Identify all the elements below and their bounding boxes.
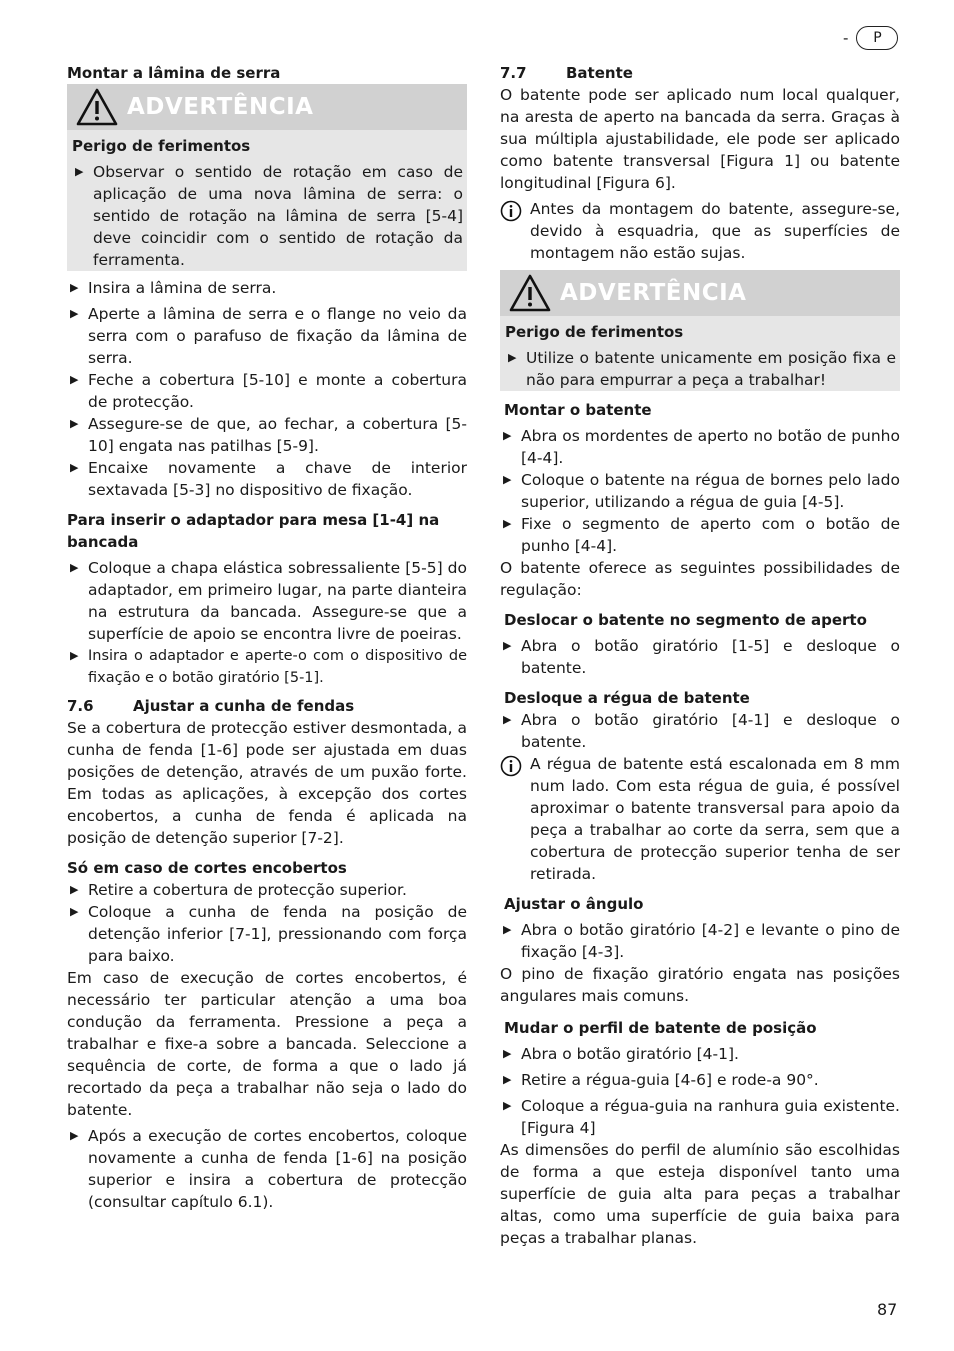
heading-mount-blade: Montar a lâmina de serra <box>67 64 281 82</box>
warning-subtitle: Perigo de ferimentos <box>505 323 684 341</box>
warning-title: ADVERTÊNCIA <box>560 280 747 306</box>
bullet-arrow-icon: ▶ <box>70 1129 79 1142</box>
list-item: ▶ Insira o adaptador e aperte-o com o dispositivo de fixação e o botão giratório [5-1]. <box>67 645 467 689</box>
heading-move-stop: Deslocar o batente no segmento de aperto <box>504 611 867 629</box>
info-note: A régua de batente está escalonada em 8 mm num lado. Com esta régua de guia, é possível aproximar o batente transversal para apoio da peça a trabalhar ao corte da serra, sem que a cobertura de protecção superior tenha de ser retirada. <box>500 753 900 885</box>
paragraph: O pino de fixação giratório engata nas posições angulares mais comuns. <box>500 965 900 1005</box>
right-column <box>500 62 900 1249</box>
heading-covered-cuts: Só em caso de cortes encobertos <box>67 859 347 877</box>
warning-header <box>67 84 467 130</box>
list-item: ▶ Abra o botão giratório [4-2] e levante o pino de fixação [4-3]. <box>500 919 900 963</box>
bullet-arrow-icon: ▶ <box>503 639 512 652</box>
bullet-arrow-icon: ▶ <box>70 883 79 896</box>
left-column <box>67 62 467 1213</box>
warning-icon <box>500 273 560 313</box>
info-note: Antes da montagem do batente, assegure-se, devido à esquadria, que as superfícies de montagem não estão sujas. <box>500 198 900 264</box>
list-item: ▶ Fixe o segmento de aperto com o botão de punho [4-4]. <box>500 513 900 557</box>
lang-badge: P <box>856 26 898 50</box>
warning-bullet: ▶ Observar o sentido de rotação em caso de aplicação de uma nova lâmina de serra: o sentido de rotação na lâmina de serra [5-4] deve coincidir com o sentido de rotação da ferramenta. <box>72 161 463 271</box>
warning-icon <box>67 87 127 127</box>
warning-bullet: ▶ Utilize o batente unicamente em posição fixa e não para empurrar a peça a trabalhar! <box>505 347 896 391</box>
info-icon <box>500 198 530 228</box>
bullet-arrow-icon: ▶ <box>503 923 512 936</box>
list-item: ▶ Abra o botão giratório [1-5] e desloque o batente. <box>500 635 900 679</box>
list-item: ▶ Assegure-se de que, ao fechar, a cobertura [5-10] engata nas patilhas [5-9]. <box>67 413 467 457</box>
heading-change-profile: Mudar o perfil de batente de posição <box>504 1019 817 1037</box>
warning-title: ADVERTÊNCIA <box>127 94 314 120</box>
paragraph: Se a cobertura de protecção estiver desmontada, a cunha de fenda [1-6] pode ser ajustada em duas posições de detenção, através de um puxão forte. Em todas as aplicações, à excepção dos cortes encobertos, a cunha de fenda é aplicada na posição de detenção superior [7-2]. <box>67 719 467 847</box>
bullet-arrow-icon: ▶ <box>503 429 512 442</box>
warning-header <box>500 270 900 316</box>
paragraph: Em caso de execução de cortes encobertos, é necessário ter particular atenção a uma boa condução da ferramenta. Pressione a peça a trabalhar e fixe-a sobre a bancada. Seleccione a sequência de corte, de forma a que o lado já recortado da peça a trabalhar não seja o lado do batente. <box>67 969 467 1119</box>
bullet-arrow-icon: ▶ <box>70 461 79 474</box>
list-item: ▶ Retire a régua-guia [4-6] e rode-a 90°. <box>500 1069 900 1091</box>
bullet-arrow-icon: ▶ <box>70 649 79 662</box>
heading-adapter: Para inserir o adaptador para mesa [1-4] na bancada <box>67 511 440 551</box>
heading-mount-stop: Montar o batente <box>504 401 652 419</box>
heading-move-ruler: Desloque a régua de batente <box>504 689 750 707</box>
info-icon <box>500 753 530 783</box>
paragraph: O batente oferece as seguintes possibilidades de regulação: <box>500 559 900 599</box>
list-item: ▶ Coloque a cunha de fenda na posição de detenção inferior [7-1], pressionando com força para baixo. <box>67 901 467 967</box>
list-item: ▶ Coloque a chapa elástica sobressaliente [5-5] do adaptador, em primeiro lugar, na parte dianteira na estrutura da bancada. Assegure-se que a superfície de apoio se encontra livre de poeiras. <box>67 557 467 645</box>
bullet-arrow-icon: ▶ <box>503 713 512 726</box>
list-item: ▶ Retire a cobertura de protecção superior. <box>67 879 467 901</box>
list-item: ▶ Encaixe novamente a chave de interior sextavada [5-3] no dispositivo de fixação. <box>67 457 467 501</box>
bullet-arrow-icon: ▶ <box>503 1047 512 1060</box>
section-heading-7-6: 7.6 Ajustar a cunha de fendas <box>67 697 355 715</box>
bullet-arrow-icon: ▶ <box>503 473 512 486</box>
bullet-arrow-icon: ▶ <box>508 351 517 364</box>
bullet-arrow-icon: ▶ <box>503 1099 512 1112</box>
list-item: ▶ Insira a lâmina de serra. <box>67 277 467 299</box>
section-heading-7-7: 7.7 Batente <box>500 64 633 82</box>
warning-box <box>67 84 467 271</box>
warning-box <box>500 270 900 391</box>
bullet-arrow-icon: ▶ <box>503 517 512 530</box>
list-item: ▶ Após a execução de cortes encobertos, coloque novamente a cunha de fenda [1-6] na posição superior e insira a cobertura de protecção (consultar capítulo 6.1). <box>67 1125 467 1213</box>
bullet-arrow-icon: ▶ <box>70 905 79 918</box>
list-item: ▶ Coloque o batente na régua de bornes pelo lado superior, utilizando a régua de guia [4-5]. <box>500 469 900 513</box>
list-item: ▶ Coloque a régua-guia na ranhura guia existente. [Figura 4] <box>500 1095 900 1139</box>
language-indicator <box>843 26 898 50</box>
list-item: ▶ Feche a cobertura [5-10] e monte a cobertura de protecção. <box>67 369 467 413</box>
lang-dash: - <box>843 29 849 47</box>
bullet-arrow-icon: ▶ <box>70 307 79 320</box>
paragraph: As dimensões do perfil de alumínio são escolhidas de forma a que esteja disponível tanto uma superfície de guia alta para peças a trabalhar altas, como uma superfície de guia baixa para peças a trabalhar planas. <box>500 1141 900 1247</box>
bullet-arrow-icon: ▶ <box>70 373 79 386</box>
bullet-arrow-icon: ▶ <box>503 1073 512 1086</box>
page-number: 87 <box>877 1300 898 1319</box>
heading-adjust-angle: Ajustar o ângulo <box>504 895 644 913</box>
warning-subtitle: Perigo de ferimentos <box>72 137 251 155</box>
bullet-arrow-icon: ▶ <box>70 281 79 294</box>
list-item: ▶ Abra o botão giratório [4-1]. <box>500 1043 900 1065</box>
list-item: ▶ Abra os mordentes de aperto no botão de punho [4-4]. <box>500 425 900 469</box>
paragraph: O batente pode ser aplicado num local qualquer, na aresta de aperto na bancada da serra. Graças à sua múltipla ajustabilidade, ele pode ser aplicado como batente transversal [Figura 1] ou batente longitudinal [Figura 6]. <box>500 86 900 192</box>
list-item: ▶ Abra o botão giratório [4-1] e desloque o batente. <box>500 709 900 753</box>
bullet-arrow-icon: ▶ <box>70 417 79 430</box>
bullet-arrow-icon: ▶ <box>70 561 79 574</box>
bullet-arrow-icon: ▶ <box>75 165 84 178</box>
list-item: ▶ Aperte a lâmina de serra e o flange no veio da serra com o parafuso de fixação da lâmina de serra. <box>67 303 467 369</box>
